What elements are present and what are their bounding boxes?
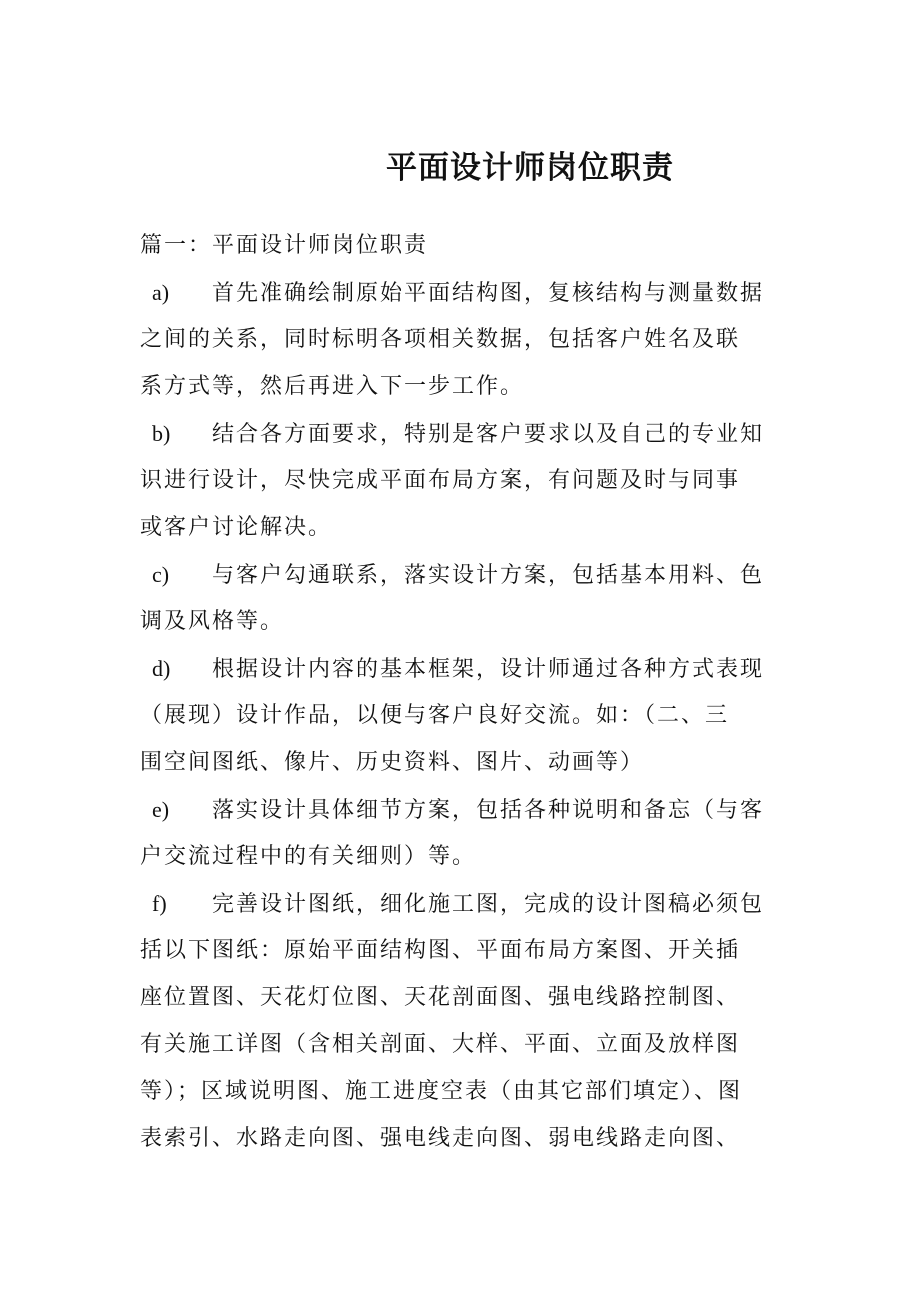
list-item-d bbox=[140, 645, 790, 786]
item-marker: a) bbox=[152, 280, 170, 305]
list-item-c bbox=[140, 551, 790, 645]
document-title: 平面设计师岗位职责 bbox=[386, 150, 674, 186]
item-text-line: 户交流过程中的有关细则）等。 bbox=[140, 844, 477, 869]
item-marker: f) bbox=[152, 891, 167, 916]
item-text-line: 括以下图纸：原始平面结构图、平面布局方案图、开关插 bbox=[140, 938, 741, 963]
item-marker: c) bbox=[152, 562, 170, 587]
item-text-line: 识进行设计，尽快完成平面布局方案，有问题及时与同事 bbox=[140, 468, 741, 493]
item-text-line: 首先准确绘制原始平面结构图，复核结构与测量数据 bbox=[212, 281, 765, 306]
item-text-line: 座位置图、天花灯位图、天花剖面图、强电线路控制图、 bbox=[140, 985, 741, 1010]
item-text-line: 结合各方面要求，特别是客户要求以及自己的专业知 bbox=[212, 422, 765, 447]
item-text-line: 或客户讨论解决。 bbox=[140, 515, 333, 540]
document-body bbox=[140, 222, 790, 1162]
item-marker: b) bbox=[152, 421, 171, 446]
item-text-line: 根据设计内容的基本框架，设计师通过各种方式表现 bbox=[212, 657, 765, 682]
item-text-line: 与客户勾通联系，落实设计方案，包括基本用料、色 bbox=[212, 563, 765, 588]
list-item-f bbox=[140, 880, 790, 1162]
item-text-line: 之间的关系，同时标明各项相关数据，包括客户姓名及联 bbox=[140, 327, 741, 352]
item-marker: d) bbox=[152, 656, 171, 681]
item-text-line: 等）；区域说明图、施工进度空表（由其它部们填定）、图 bbox=[140, 1079, 743, 1104]
item-text-line: 系方式等，然后再进入下一步工作。 bbox=[140, 374, 525, 399]
item-text-line: 围空间图纸、像片、历史资料、图片、动画等） bbox=[140, 750, 645, 775]
item-text-line: （展现）设计作品，以便与客户良好交流。如：（二、三 bbox=[140, 703, 730, 728]
item-text-line: 表索引、水路走向图、强电线走向图、弱电线路走向图、 bbox=[140, 1126, 741, 1151]
item-text-line: 落实设计具体细节方案，包括各种说明和备忘（与客 bbox=[212, 798, 765, 823]
list-item-a bbox=[140, 269, 790, 410]
item-text-line: 调及风格等。 bbox=[140, 609, 285, 634]
item-text-line: 有关施工详图（含相关剖面、大样、平面、立面及放样图 bbox=[140, 1032, 741, 1057]
list-item-e bbox=[140, 786, 790, 880]
list-item-b bbox=[140, 410, 790, 551]
section-heading: 篇一：平面设计师岗位职责 bbox=[140, 233, 429, 258]
item-text-line: 完善设计图纸，细化施工图，完成的设计图稿必须包 bbox=[212, 892, 765, 917]
item-marker: e) bbox=[152, 797, 170, 822]
